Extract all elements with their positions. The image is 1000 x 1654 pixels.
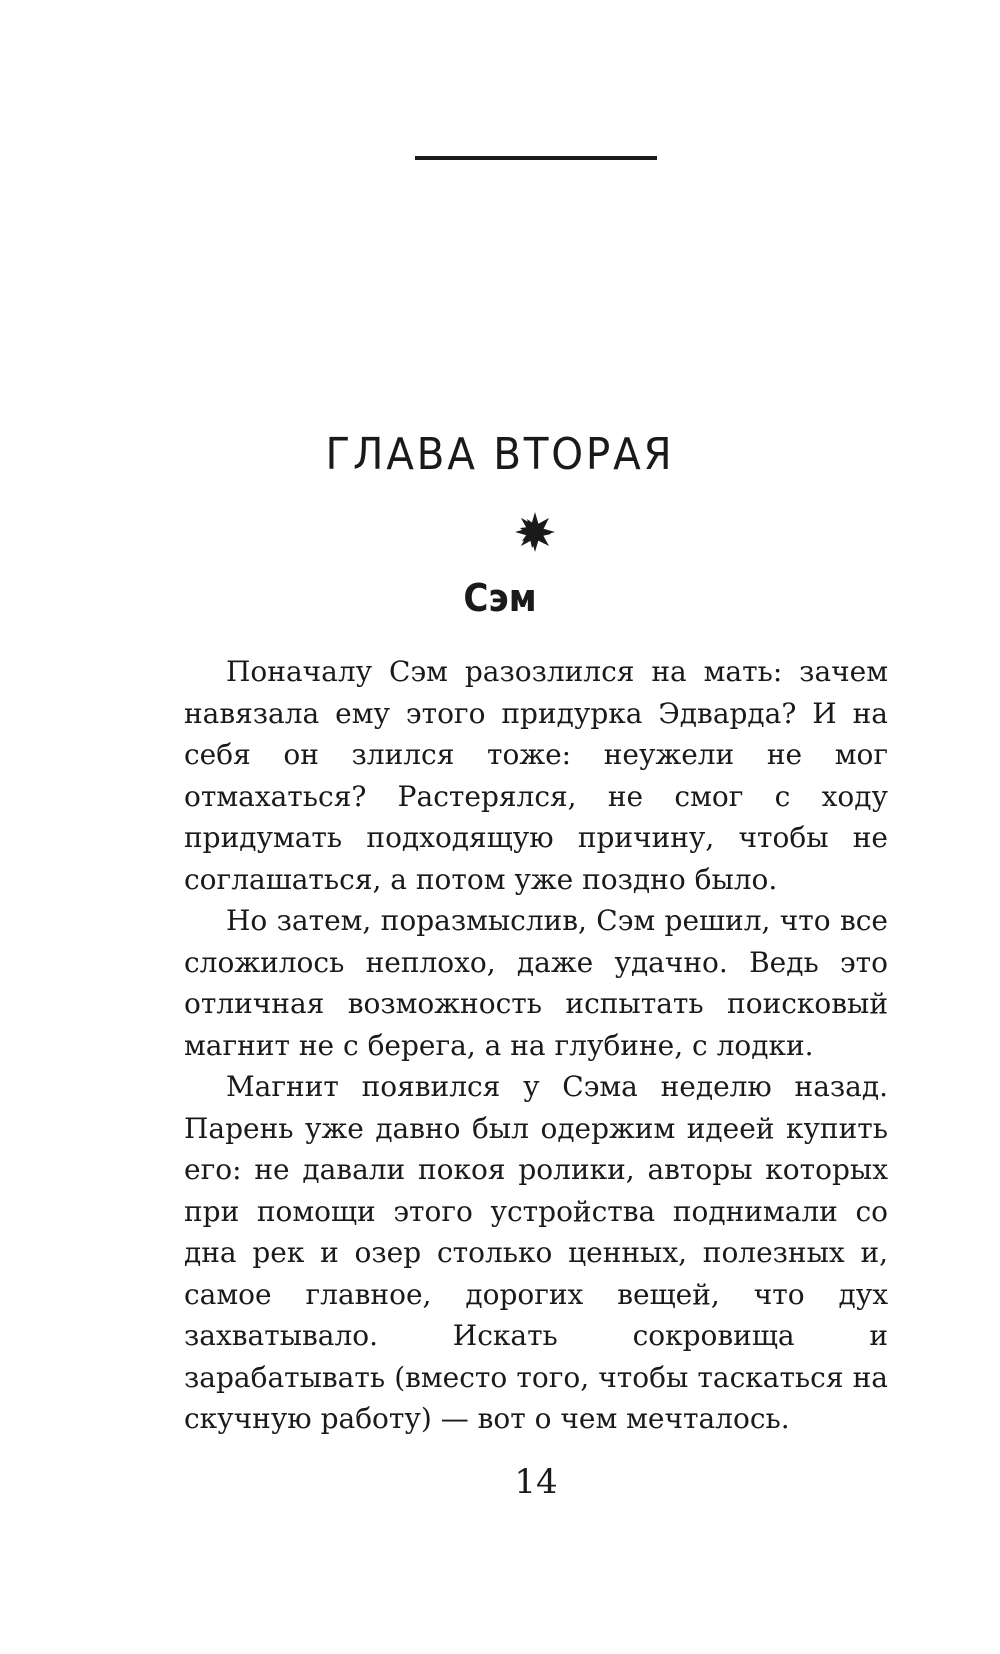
star-burst-icon <box>515 512 555 552</box>
paragraph: Но затем, поразмыслив, Сэм решил, что все сложилось неплохо, даже удачно. Ведь это отличная возможность испытать поисковый магнит не с берега, а на глубине, с лодки. <box>184 904 888 1062</box>
chapter-subtitle: Сэм <box>463 576 537 620</box>
paragraph: Магнит появился у Сэма неделю назад. Парень уже давно был одержим идеей купить его: не давали покоя ролики, авторы которых при помощи этого устройства поднимали со дна рек и озер столько ценных, полезных и, самое главное, дорогих вещей, что дух захватывало. Искать сокровища и зарабатывать (вместо того, чтобы таскаться на скучную работу) — вот о чем мечталось. <box>184 1070 888 1435</box>
paragraph: Поначалу Сэм разозлился на мать: зачем навязала ему этого придурка Эдварда? И на себя он злился тоже: неужели не мог отмахаться? Растерялся, не смог с ходу придумать подходящую причину, чтобы не соглашаться, а потом уже поздно было. <box>184 655 888 896</box>
page-number: 14 <box>514 1462 558 1502</box>
chapter-title: ГЛАВА ВТОРАЯ <box>325 429 675 480</box>
chapter-body <box>184 651 888 1440</box>
top-rule <box>415 156 657 160</box>
